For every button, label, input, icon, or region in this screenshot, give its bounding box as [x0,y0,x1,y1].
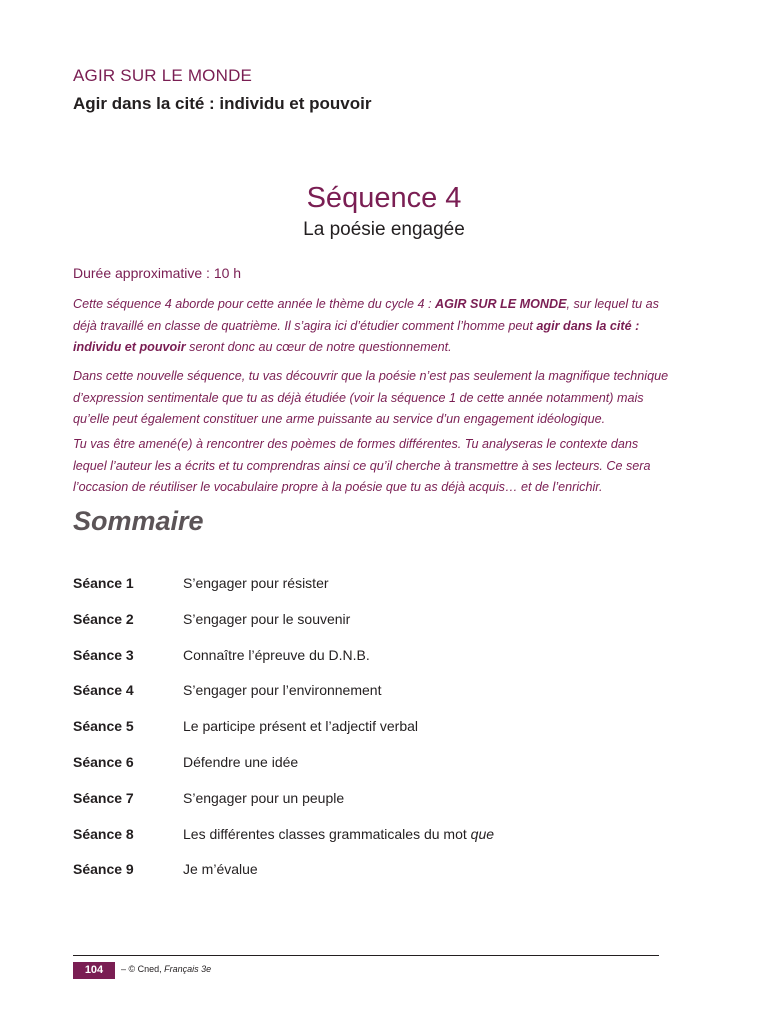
seance-label: Séance 1 [73,575,134,591]
seance-title [183,575,329,591]
seance-title [183,754,298,770]
sequence-title: Séquence 4 [306,182,462,214]
seance-label: Séance 4 [73,682,134,699]
footer-divider [73,955,659,956]
seance-title [183,682,381,698]
seance-title [183,826,494,842]
seance-row [73,647,673,683]
intro-text-run: Cette séquence 4 aborde pour cette année le thème du cycle 4 : [73,297,435,311]
seance-row [73,575,673,611]
seance-title-text: S’engager pour un peuple [183,789,345,806]
seance-title-text: Le participe présent et l’adjectif verbal [183,718,419,735]
seance-title [183,861,258,877]
footer-copyright [121,964,211,974]
seance-label: Séance 8 [73,825,134,842]
seance-title-italic: que [470,825,495,842]
seance-row [73,754,673,790]
seance-label: Séance 5 [73,718,134,735]
seance-row [73,611,673,647]
seance-row [73,826,673,862]
seance-title-text: Je m’évalue [183,861,258,878]
sequence-subtitle: La poésie engagée [303,219,465,240]
seance-label: Séance 7 [73,789,134,806]
seance-title [183,611,350,627]
course-name: Français 3e [164,964,212,974]
seance-title-text: Défendre une idée [183,753,299,770]
seance-row [73,790,673,826]
page-number: 104 [73,962,115,979]
intro-paragraph-1 [73,294,673,359]
seance-title-text: S’engager pour l’environnement [183,682,382,699]
seance-row [73,861,673,897]
theme-heading: AGIR SUR LE MONDE [73,66,253,85]
seance-title [183,647,370,663]
sommaire-title: Sommaire [73,506,204,536]
intro-emphasis: AGIR SUR LE MONDE [434,297,567,311]
intro-text-run: seront donc au cœur de notre questionnement. [185,340,452,354]
copyright-text: – © Cned, [121,964,165,974]
seance-title-text: S’engager pour résister [183,575,329,591]
subtheme-heading: Agir dans la cité : individu et pouvoir [73,94,372,113]
duration-text: Durée approximative : 10 h [73,265,242,281]
seance-title [183,718,418,734]
seance-label: Séance 2 [73,610,134,627]
seance-row [73,718,673,754]
seance-title [183,790,344,806]
intro-paragraph-3: Tu vas être amené(e) à rencontrer des poèmes de formes différentes. Tu analyseras le contexte dans lequel l’auteur les a écrits et tu comprendras ainsi ce qu’il cherche à transmettre à ses lecteurs. Ce sera l’occasion de réutiliser le vocabulaire propre à la poésie que tu as déjà acquis… et de l’enrichir. [73,437,651,494]
intro-text-run: , sur lequel tu as déjà travaillé en classe de quatrième. Il s’agira ici d’étudier comment l’homme peut [73,297,659,333]
seance-list [73,575,673,897]
intro-paragraph-2: Dans cette nouvelle séquence, tu vas découvrir que la poésie n’est pas seulement la magnifique technique d’expression sentimentale que tu as déjà étudiée (voir la séquence 1 de cette année notamment) mais qu’elle peut également constituer une arme puissante au service d’un engagement idéologique. [73,369,669,426]
seance-row [73,682,673,718]
intro-emphasis: agir dans la cité : individu et pouvoir [73,318,640,354]
seance-title-text: Les différentes classes grammaticales du mot [183,825,471,842]
seance-label: Séance 9 [73,861,134,878]
seance-title-text: S’engager pour le souvenir [183,610,351,627]
seance-label: Séance 6 [73,753,134,770]
seance-title-text: Connaître l’épreuve du D.N.B. [183,646,370,663]
seance-label: Séance 3 [73,646,134,663]
